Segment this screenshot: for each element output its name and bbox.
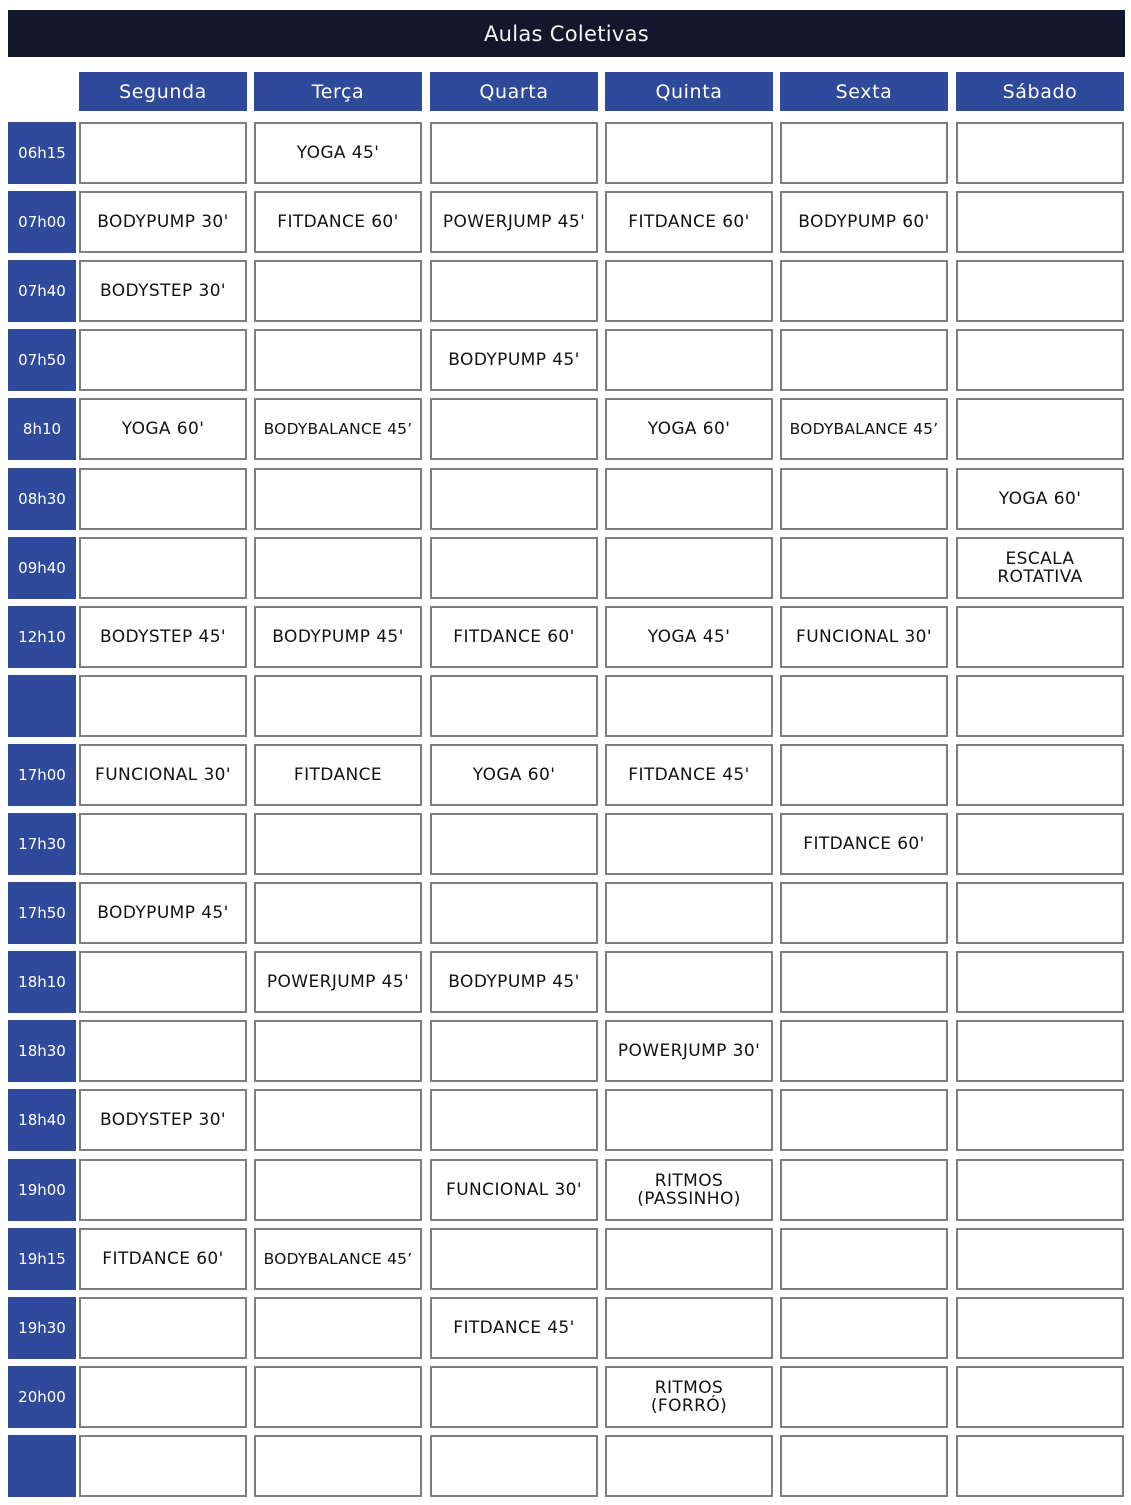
time-label: 18h30	[8, 1020, 76, 1082]
empty-cell	[956, 1228, 1124, 1290]
empty-cell	[956, 675, 1124, 737]
class-cell: BODYPUMP 45'	[254, 606, 422, 668]
empty-cell	[79, 1435, 247, 1497]
class-cell: BODYBALANCE 45’	[254, 1228, 422, 1290]
empty-cell	[430, 882, 598, 944]
time-label: 06h15	[8, 122, 76, 184]
class-cell: POWERJUMP 45'	[430, 191, 598, 253]
class-cell: BODYPUMP 60'	[780, 191, 948, 253]
time-label: 19h30	[8, 1297, 76, 1359]
class-cell: FUNCIONAL 30'	[780, 606, 948, 668]
empty-cell	[430, 1020, 598, 1082]
empty-cell	[605, 675, 773, 737]
empty-cell	[780, 329, 948, 391]
empty-cell	[956, 951, 1124, 1013]
empty-cell	[780, 675, 948, 737]
empty-cell	[79, 1159, 247, 1221]
time-label: 07h00	[8, 191, 76, 253]
class-cell: FITDANCE 60'	[254, 191, 422, 253]
empty-cell	[79, 1297, 247, 1359]
empty-cell	[254, 813, 422, 875]
day-header: Quarta	[430, 72, 598, 111]
day-header: Sexta	[780, 72, 948, 111]
time-label: 8h10	[8, 398, 76, 460]
empty-cell	[430, 468, 598, 530]
page-title: Aulas Coletivas	[483, 21, 650, 46]
class-cell: BODYPUMP 30'	[79, 191, 247, 253]
empty-cell	[780, 1159, 948, 1221]
time-label: 20h00	[8, 1366, 76, 1428]
empty-cell	[254, 1089, 422, 1151]
time-label: 09h40	[8, 537, 76, 599]
class-cell: ESCALA ROTATIVA	[956, 537, 1124, 599]
empty-cell	[254, 1435, 422, 1497]
empty-cell	[79, 537, 247, 599]
class-cell: YOGA 60'	[79, 398, 247, 460]
empty-cell	[780, 1089, 948, 1151]
empty-cell	[254, 675, 422, 737]
empty-cell	[605, 813, 773, 875]
empty-cell	[780, 537, 948, 599]
time-label: 12h10	[8, 606, 76, 668]
empty-cell	[79, 468, 247, 530]
time-label: 19h00	[8, 1159, 76, 1221]
class-cell: RITMOS (PASSINHO)	[605, 1159, 773, 1221]
empty-cell	[605, 1435, 773, 1497]
class-cell: YOGA 45'	[254, 122, 422, 184]
day-header: Quinta	[605, 72, 773, 111]
empty-cell	[956, 191, 1124, 253]
class-cell: BODYBALANCE 45’	[254, 398, 422, 460]
empty-cell	[430, 675, 598, 737]
class-cell: YOGA 60'	[605, 398, 773, 460]
class-cell: FITDANCE 60'	[79, 1228, 247, 1290]
empty-cell	[254, 1297, 422, 1359]
title-bar	[8, 10, 1125, 57]
day-header: Terça	[254, 72, 422, 111]
empty-cell	[254, 329, 422, 391]
empty-cell	[780, 1297, 948, 1359]
empty-cell	[956, 1020, 1124, 1082]
time-label: 07h40	[8, 260, 76, 322]
class-cell: FITDANCE 45'	[430, 1297, 598, 1359]
empty-cell	[430, 1435, 598, 1497]
day-header: Segunda	[79, 72, 247, 111]
time-label	[8, 675, 76, 737]
class-cell: FITDANCE 60'	[605, 191, 773, 253]
empty-cell	[254, 468, 422, 530]
empty-cell	[79, 1020, 247, 1082]
class-cell: POWERJUMP 30'	[605, 1020, 773, 1082]
empty-cell	[605, 122, 773, 184]
time-label: 19h15	[8, 1228, 76, 1290]
empty-cell	[79, 122, 247, 184]
class-cell: RITMOS (FORRÓ)	[605, 1366, 773, 1428]
empty-cell	[254, 260, 422, 322]
empty-cell	[956, 329, 1124, 391]
empty-cell	[780, 1435, 948, 1497]
empty-cell	[254, 1366, 422, 1428]
empty-cell	[780, 1366, 948, 1428]
empty-cell	[430, 398, 598, 460]
class-cell: BODYPUMP 45'	[79, 882, 247, 944]
empty-cell	[254, 1020, 422, 1082]
class-cell: FITDANCE 60'	[780, 813, 948, 875]
empty-cell	[79, 1366, 247, 1428]
time-label: 17h50	[8, 882, 76, 944]
class-cell: FUNCIONAL 30'	[79, 744, 247, 806]
empty-cell	[956, 260, 1124, 322]
class-cell: BODYSTEP 30'	[79, 260, 247, 322]
class-cell: BODYSTEP 45'	[79, 606, 247, 668]
empty-cell	[780, 882, 948, 944]
empty-cell	[254, 537, 422, 599]
empty-cell	[79, 329, 247, 391]
empty-cell	[430, 537, 598, 599]
empty-cell	[780, 468, 948, 530]
empty-cell	[430, 122, 598, 184]
empty-cell	[605, 1297, 773, 1359]
empty-cell	[430, 1366, 598, 1428]
empty-cell	[605, 1089, 773, 1151]
time-label	[8, 1435, 76, 1497]
empty-cell	[605, 468, 773, 530]
empty-cell	[605, 1228, 773, 1290]
empty-cell	[780, 951, 948, 1013]
class-cell: POWERJUMP 45'	[254, 951, 422, 1013]
empty-cell	[605, 537, 773, 599]
class-cell: FITDANCE	[254, 744, 422, 806]
empty-cell	[956, 1366, 1124, 1428]
class-cell: FITDANCE 45'	[605, 744, 773, 806]
empty-cell	[430, 1089, 598, 1151]
time-label: 08h30	[8, 468, 76, 530]
empty-cell	[956, 1159, 1124, 1221]
time-label: 17h00	[8, 744, 76, 806]
empty-cell	[605, 260, 773, 322]
time-label: 17h30	[8, 813, 76, 875]
empty-cell	[79, 675, 247, 737]
empty-cell	[780, 744, 948, 806]
empty-cell	[780, 1228, 948, 1290]
empty-cell	[254, 882, 422, 944]
time-label: 07h50	[8, 329, 76, 391]
empty-cell	[780, 122, 948, 184]
empty-cell	[956, 813, 1124, 875]
empty-cell	[79, 951, 247, 1013]
empty-cell	[956, 1435, 1124, 1497]
class-cell: BODYSTEP 30'	[79, 1089, 247, 1151]
empty-cell	[254, 1159, 422, 1221]
empty-cell	[956, 398, 1124, 460]
empty-cell	[430, 260, 598, 322]
class-cell: FUNCIONAL 30'	[430, 1159, 598, 1221]
day-header: Sábado	[956, 72, 1124, 111]
class-cell: YOGA 60'	[430, 744, 598, 806]
time-label: 18h10	[8, 951, 76, 1013]
empty-cell	[956, 1297, 1124, 1359]
class-cell: BODYPUMP 45'	[430, 951, 598, 1013]
empty-cell	[605, 882, 773, 944]
empty-cell	[79, 813, 247, 875]
class-cell: FITDANCE 60'	[430, 606, 598, 668]
empty-cell	[780, 260, 948, 322]
class-cell: YOGA 60'	[956, 468, 1124, 530]
time-label: 18h40	[8, 1089, 76, 1151]
empty-cell	[430, 1228, 598, 1290]
empty-cell	[605, 329, 773, 391]
empty-cell	[605, 951, 773, 1013]
class-cell: BODYBALANCE 45’	[780, 398, 948, 460]
empty-cell	[956, 882, 1124, 944]
empty-cell	[430, 813, 598, 875]
empty-cell	[956, 122, 1124, 184]
empty-cell	[956, 744, 1124, 806]
empty-cell	[956, 1089, 1124, 1151]
empty-cell	[956, 606, 1124, 668]
empty-cell	[780, 1020, 948, 1082]
class-cell: BODYPUMP 45'	[430, 329, 598, 391]
class-cell: YOGA 45'	[605, 606, 773, 668]
